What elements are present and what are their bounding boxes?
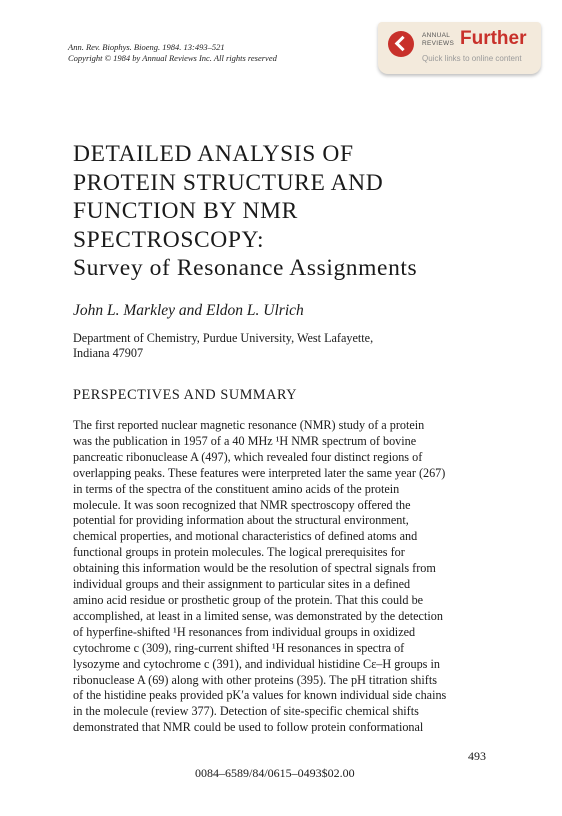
body-line: overlapping peaks. These features were interpreted later the same year (267) xyxy=(73,465,446,480)
body-line: potential for providing information about the structural environment, xyxy=(73,513,409,528)
authors: John L. Markley and Eldon L. Ulrich xyxy=(73,302,304,319)
copyright-line: Copyright © 1984 by Annual Reviews Inc. All rights reserved xyxy=(68,53,277,63)
body-line: amino acid residue or prosthetic group of the protein. That this could be xyxy=(73,592,424,607)
body-paragraph xyxy=(73,418,487,736)
affiliation xyxy=(73,331,373,360)
body-line: pancreatic ribonuclease A (497), which revealed four distinct regions of xyxy=(73,449,423,464)
footer-code: 0084–6589/84/0615–0493$02.00 xyxy=(195,766,355,780)
body-line: accomplished, at least in a limited sense, was demonstrated by the detection xyxy=(73,608,443,623)
body-line: of hyperfine-shifted ¹H resonances from individual groups in oxidized xyxy=(73,624,416,639)
body-line: molecule. It was soon recognized that NMR spectroscopy offered the xyxy=(73,497,411,512)
section-heading: PERSPECTIVES AND SUMMARY xyxy=(73,387,298,403)
badge-further-label: Further xyxy=(460,28,527,49)
body-line: lysozyme and cytochrome c (391), and individual histidine Cε–H groups in xyxy=(73,656,440,671)
body-line: individual groups and their assignment to particular sites in a defined xyxy=(73,577,411,592)
article-title xyxy=(73,140,417,283)
arrow-circle-icon xyxy=(388,31,414,57)
body-line: functional groups in protein molecules. The logical prerequisites for xyxy=(73,545,405,560)
body-line: ribonuclease A (69) along with other proteins (395). The pH titration shifts xyxy=(73,672,437,687)
body-line: of the histidine peaks provided pK′a values for known individual side chains xyxy=(73,688,447,703)
body-line: obtaining this information would be the resolution of spectral signals from xyxy=(73,561,436,576)
body-line: demonstrated that NMR could be used to follow protein conformational xyxy=(73,720,424,735)
body-line: in the molecule (review 377). Detection of site-specific chemical shifts xyxy=(73,704,419,719)
affiliation-line: Department of Chemistry, Purdue University, West Lafayette, xyxy=(73,331,374,345)
title-line: SPECTROSCOPY: xyxy=(73,226,265,253)
body-line: cytochrome c (309), ring-current shifted ¹H resonances in spectra of xyxy=(73,640,405,655)
affiliation-line: Indiana 47907 xyxy=(73,345,144,360)
body-line: was the publication in 1957 of a 40 MHz ¹H NMR spectrum of bovine xyxy=(73,433,417,448)
title-line: PROTEIN STRUCTURE AND xyxy=(73,169,384,196)
journal-citation: Ann. Rev. Biophys. Bioeng. 1984. 13:493–521 xyxy=(68,42,225,52)
subtitle-line: Survey of Resonance Assignments xyxy=(73,255,418,282)
body-line: in terms of the spectra of the constituent amino acids of the protein xyxy=(73,481,400,496)
body-line: chemical properties, and motional characteristics of defined atoms and xyxy=(73,529,418,544)
badge-publisher-label: ANNUAL REVIEWS xyxy=(422,32,455,47)
page-number: 493 xyxy=(468,749,486,763)
badge-subtitle: Quick links to online content xyxy=(422,54,522,63)
title-line: DETAILED ANALYSIS OF xyxy=(73,141,354,167)
journal-header xyxy=(68,42,277,64)
further-links-badge[interactable] xyxy=(378,22,541,74)
title-line: FUNCTION BY NMR xyxy=(73,198,298,225)
body-line: The first reported nuclear magnetic resonance (NMR) study of a protein xyxy=(73,418,425,432)
